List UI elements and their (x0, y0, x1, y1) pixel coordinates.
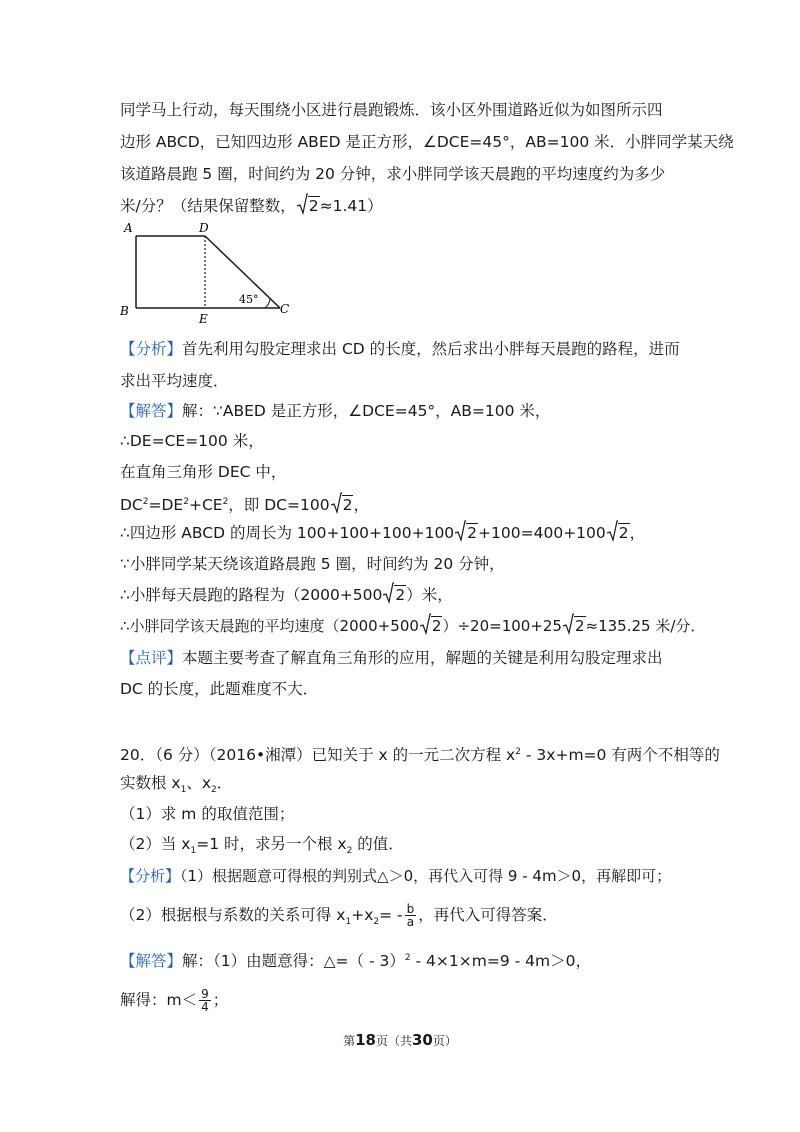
subscript: 1 (180, 785, 187, 796)
text: ∴小胖同学该天晨跑的平均速度（2000+500 (120, 617, 419, 635)
footer-text: 第 (343, 1034, 356, 1048)
text: 首先利用勾股定理求出 CD 的长度，然后求出小胖每天晨跑的路程，进而 (182, 340, 680, 358)
text: =DE (148, 496, 184, 515)
text: ． (216, 774, 233, 792)
problem19-line4 (120, 195, 383, 217)
analysis-tag: 【分析】 (120, 867, 181, 885)
subscript: 2 (346, 846, 353, 857)
text: - 3x+m=0 有两个不相等的 (520, 746, 720, 765)
text: 2 (342, 496, 353, 515)
comment-tag: 【点评】 (120, 649, 183, 667)
text: ）米， (406, 586, 453, 604)
text: （2）根据根与系数的关系可得 x (120, 906, 346, 924)
problem19-line3: 该道路晨跑 5 圈，时间约为 20 分钟，求小胖同学该天晨跑的平均速度约为多少 (120, 165, 666, 183)
footer-text: 页（共 (375, 1034, 412, 1048)
problem19-line1: 同学马上行动，每天围绕小区进行晨跑锻炼．该小区外围道路近似为如图所示四 (120, 101, 663, 119)
text: 本题主要考查了解直角三角形的应用，解题的关键是利用勾股定理求出 (182, 649, 663, 667)
superscript: 2 (142, 497, 149, 507)
analysis-tag: 【分析】 (120, 340, 183, 358)
solution-tag: 【解答】 (120, 952, 183, 971)
text: 解得：m＜ (120, 991, 198, 1009)
solution20-line2 (120, 988, 228, 1013)
superscript: 2 (222, 497, 229, 507)
comment19-line1 (120, 647, 663, 669)
solution-tag: 【解答】 (120, 402, 183, 420)
problem20-line2 (120, 772, 232, 801)
text: ≈1.41） (319, 197, 383, 215)
solution19-line6: ∵小胖同学某天绕该道路晨跑 5 圈，时间约为 20 分钟， (120, 555, 505, 573)
solution19-line4 (120, 491, 369, 516)
text: （1）根据题意可得根的判别式△＞0，再代入可得 9 - 4m＞0，再解即可； (180, 867, 672, 885)
text: +CE (188, 496, 223, 515)
sqrt (331, 494, 354, 516)
text: ，即 DC=100 (228, 496, 330, 515)
sqrt (420, 615, 443, 637)
label-a: A (124, 221, 133, 235)
sqrt (455, 522, 478, 544)
text: 2 (395, 586, 406, 604)
text: 解：（1）由题意得：△=（ - 3） (182, 952, 405, 971)
denominator: a (406, 915, 415, 929)
total-pages: 30 (412, 1031, 433, 1049)
footer-text: 页） (432, 1034, 457, 1048)
text: 米/分？（结果保留整数， (120, 197, 296, 215)
text: = - (379, 906, 403, 924)
analysis19-line1 (120, 338, 680, 360)
solution19-line8 (120, 615, 705, 637)
text: 的值． (352, 835, 404, 853)
label-d: D (199, 221, 209, 235)
numerator: 9 (201, 987, 209, 1001)
sqrt (383, 584, 406, 606)
text: 实数根 x (120, 774, 181, 792)
trapezoid-figure (115, 215, 305, 330)
solution19-line1 (120, 400, 550, 422)
text: 20．（6 分）（2016•湘潭）已知关于 x 的一元二次方程 x (120, 746, 516, 765)
text: ， (353, 496, 369, 515)
label-e: E (199, 312, 208, 326)
analysis20-line2 (120, 903, 558, 933)
problem20-line1 (120, 741, 720, 766)
text: 、x (186, 774, 212, 792)
text: ≈135.25 米/分． (585, 617, 706, 635)
text: +100=400+100 (478, 524, 606, 542)
subscript: 1 (190, 846, 197, 857)
subscript: 2 (211, 785, 217, 796)
analysis20-line1 (120, 865, 671, 887)
problem19-line2: 边形 ABCD，已知四边形 ABED 是正方形，∠DCE=45°，AB=100 米．小胖同学某天绕 (120, 133, 734, 151)
text: 2 (618, 524, 629, 542)
solution19-line3: 在直角三角形 DEC 中， (120, 463, 287, 481)
text: 2 (467, 524, 478, 542)
solution19-line5 (120, 522, 645, 544)
denominator: 4 (201, 1000, 209, 1014)
sqrt (297, 195, 320, 217)
analysis19-line2: 求出平均速度． (120, 372, 229, 390)
text: ； (212, 991, 229, 1009)
text: ，再代入可得答案． (418, 906, 558, 924)
text: ， (629, 524, 646, 542)
text: DC (120, 496, 143, 515)
problem20-q1: （1）求 m 的取值范围； (120, 805, 295, 823)
label-b: B (120, 304, 129, 318)
sqrt (563, 615, 586, 637)
text: （2）当 x (120, 835, 191, 853)
label-c: C (280, 302, 290, 316)
numerator: b (406, 902, 415, 916)
text: ）÷20=100+25 (442, 617, 562, 635)
text: ∴四边形 ABCD 的周长为 100+100+100+100 (120, 524, 455, 542)
solution19-line7 (120, 584, 453, 606)
problem20-q2 (120, 833, 404, 862)
superscript: 2 (183, 497, 189, 507)
fraction-9-over-4 (199, 988, 211, 1013)
solution19-line2: ∴DE=CE=100 米， (120, 432, 264, 450)
subscript: 2 (373, 917, 380, 928)
text: 2 (308, 197, 319, 215)
comment19-line2: DC 的长度，此题难度不大． (120, 680, 319, 698)
sqrt (607, 522, 630, 544)
text: =1 时，求另一个根 x (196, 835, 347, 853)
label-angle: 45° (239, 293, 259, 306)
text: 解：∵ABED 是正方形，∠DCE=45°，AB=100 米， (182, 402, 551, 420)
text: +x (351, 906, 374, 924)
text: 2 (431, 617, 442, 635)
subscript: 1 (345, 917, 352, 928)
superscript: 2 (404, 953, 411, 963)
solution20-line1 (120, 947, 591, 972)
page-footer (0, 1031, 800, 1049)
angle-arc (265, 299, 270, 308)
superscript: 2 (515, 747, 521, 757)
fraction-b-over-a (405, 903, 417, 928)
text: 2 (574, 617, 585, 635)
text: ∴小胖每天晨跑的路程为（2000+500 (120, 586, 383, 604)
text: - 4×1×m=9 - 4m＞0， (410, 952, 591, 971)
page-number: 18 (355, 1031, 376, 1049)
